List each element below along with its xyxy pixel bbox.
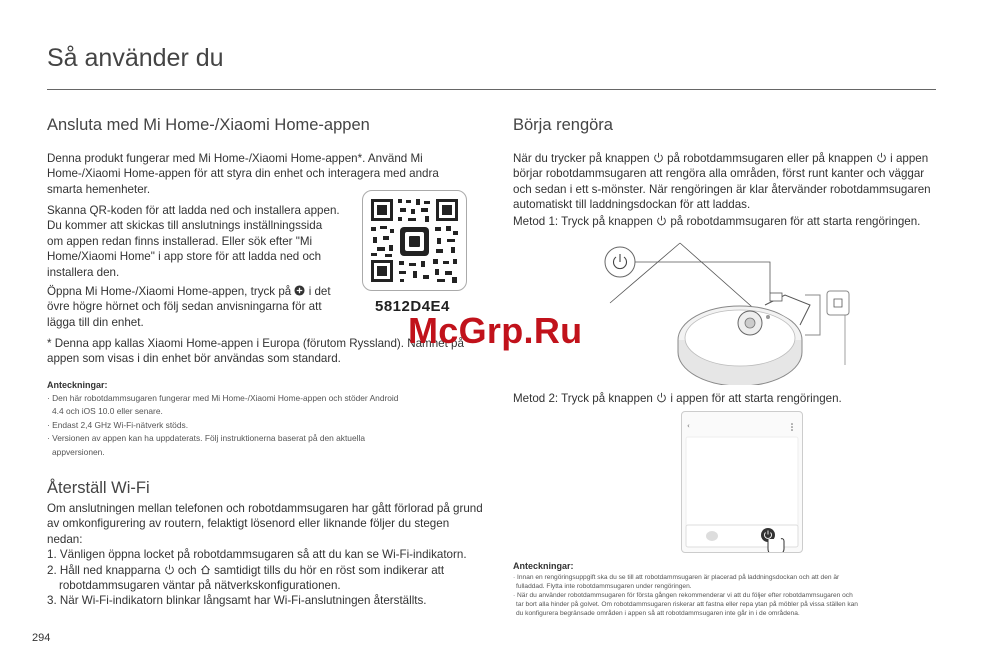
power-icon [653, 152, 664, 163]
home-icon [200, 564, 211, 575]
notes-heading: Anteckningar: [513, 561, 574, 571]
reset-wifi-steps: Om anslutningen mellan telefonen och robotdammsugaren har gått förlorad på grund av omkonfigurering av routern, felaktigt lösenord eller liknande följer du stegen nedan: 1. Vänligen öppna locket på robotdammsugaren så att du kan se Wi-Fi-indikatorn. 2. Håll ned knapparna och samtidigt tills du hör en röst som indikerar att robotdammsugaren väntar på nätverkskonfigurationen. 3. När Wi-Fi-indikatorn blinkar långsamt har Wi-Fi-anslutningen återställts. [47, 501, 487, 609]
page-number: 294 [32, 632, 51, 644]
reset-wifi-heading: Återställ Wi-Fi [47, 479, 150, 497]
power-icon [656, 392, 667, 403]
list-item: · Den här robotdammsugaren fungerar med Mi Home-/Xiaomi Home-appen och stöder Android [47, 393, 399, 403]
qr-code-frame [362, 190, 467, 291]
page-title: Så använder du [47, 44, 224, 72]
list-item: 3. När Wi-Fi-indikatorn blinkar långsamt har Wi-Fi-anslutningen återställts. [47, 594, 427, 608]
connect-paragraph-2: Skanna QR-koden för att ladda ned och installera appen. Du kommer att skickas till anslutnings inställningssida om appen redan finns installerad. Eller sök efter "Mi Home/Xiaomi Home" i app store för att ladda ned och installera den. [47, 204, 340, 279]
notes-heading: Anteckningar: [47, 380, 108, 390]
list-item: · Innan en rengöringsuppgift ska du se till att robotdammsugaren är placerad på laddningsdockan och att den är [513, 574, 840, 581]
list-item: · Versionen av appen kan ha uppdaterats. Följ instruktionerna baserat på den aktuella [47, 433, 365, 444]
power-icon [876, 152, 887, 163]
power-icon [656, 215, 667, 226]
title-divider [47, 89, 936, 90]
connect-paragraph-4: * Denna app kallas Xiaomi Home-appen i Europa (förutom Ryssland). Namnet på appen som visas i din enhet bör användas som standard. [47, 337, 464, 366]
connect-paragraph-3: Öppna Mi Home-/Xiaomi Home-appen, tryck på i det övre högre hörnet och följ sedan anvisningarna för att lägga till din enhet. [47, 285, 331, 329]
connect-paragraph-1: Denna produkt fungerar med Mi Home-/Xiaomi Home-appen*. Använd Mi Home-/Xiaomi Home-appen för att styra din enhet och interagera med andra smarta hemenheter. [47, 152, 439, 196]
qr-code-icon [363, 191, 466, 290]
robot-vacuum-illustration [590, 235, 860, 385]
app-screen-illustration [681, 411, 803, 553]
connect-heading: Ansluta med Mi Home-/Xiaomi Home-appen [47, 116, 370, 134]
notes-list: · Innan en rengöringsuppgift ska du se till att robotdammsugaren är placerad på laddningsdockan och att den är fulladdad. Flytta inte robotdammsugaren under rengöringen. · När du använder robotdammsugaren för första gången rekommenderar vi att du följer efter robotdammsugaren och tar bort alla hinder på golvet. Om robotdammsugaren riskerar att fastna eller repa ytan på möbler på vissa ställen kan du konfigurera begränsade områden i appen så att robotdammsugaren inte går in i de områdena. [513, 573, 948, 618]
start-cleaning-paragraph: När du trycker på knappen på robotdammsugaren eller på knappen i appen börjar robotdammsugaren att rengöra alla områden, först runt kanter och väggar och sedan i ett s-mönster. När rengöringen är klar återvänder robotdammsugaren automatiskt till laddningsdockan för att laddas. Metod 1: Tryck på knappen på robotdammsugaren för att starta rengöringen. [513, 152, 931, 228]
start-cleaning-heading: Börja rengöra [513, 116, 613, 134]
plus-circle-icon [294, 285, 305, 296]
watermark: McGrp.Ru [408, 310, 583, 351]
qr-code-label: 5812D4E4 [375, 298, 450, 315]
back-icon: ‹ [687, 422, 690, 430]
power-icon [164, 564, 175, 575]
list-item: · Endast 2,4 GHz Wi-Fi-nätverk stöds. [47, 419, 189, 430]
list-item: · När du använder robotdammsugaren för första gången rekommenderar vi att du följer efter robotdammsugaren och [513, 592, 853, 600]
more-icon [791, 423, 793, 425]
list-item: 1. Vänligen öppna locket på robotdammsugaren så att du kan se Wi-Fi-indikatorn. [47, 548, 467, 562]
list-item: 2. Håll ned knapparna och samtidigt tills du hör en röst som indikerar att [47, 563, 445, 577]
notes-list: · Den här robotdammsugaren fungerar med Mi Home-/Xiaomi Home-appen och stöder Android 4.4 och iOS 10.0 eller senare. · Endast 2,4 GHz Wi-Fi-nätverk stöds. · Versionen av appen kan ha uppdaterats. Följ instruktionerna baserat på den aktuella appversionen. [47, 392, 467, 459]
